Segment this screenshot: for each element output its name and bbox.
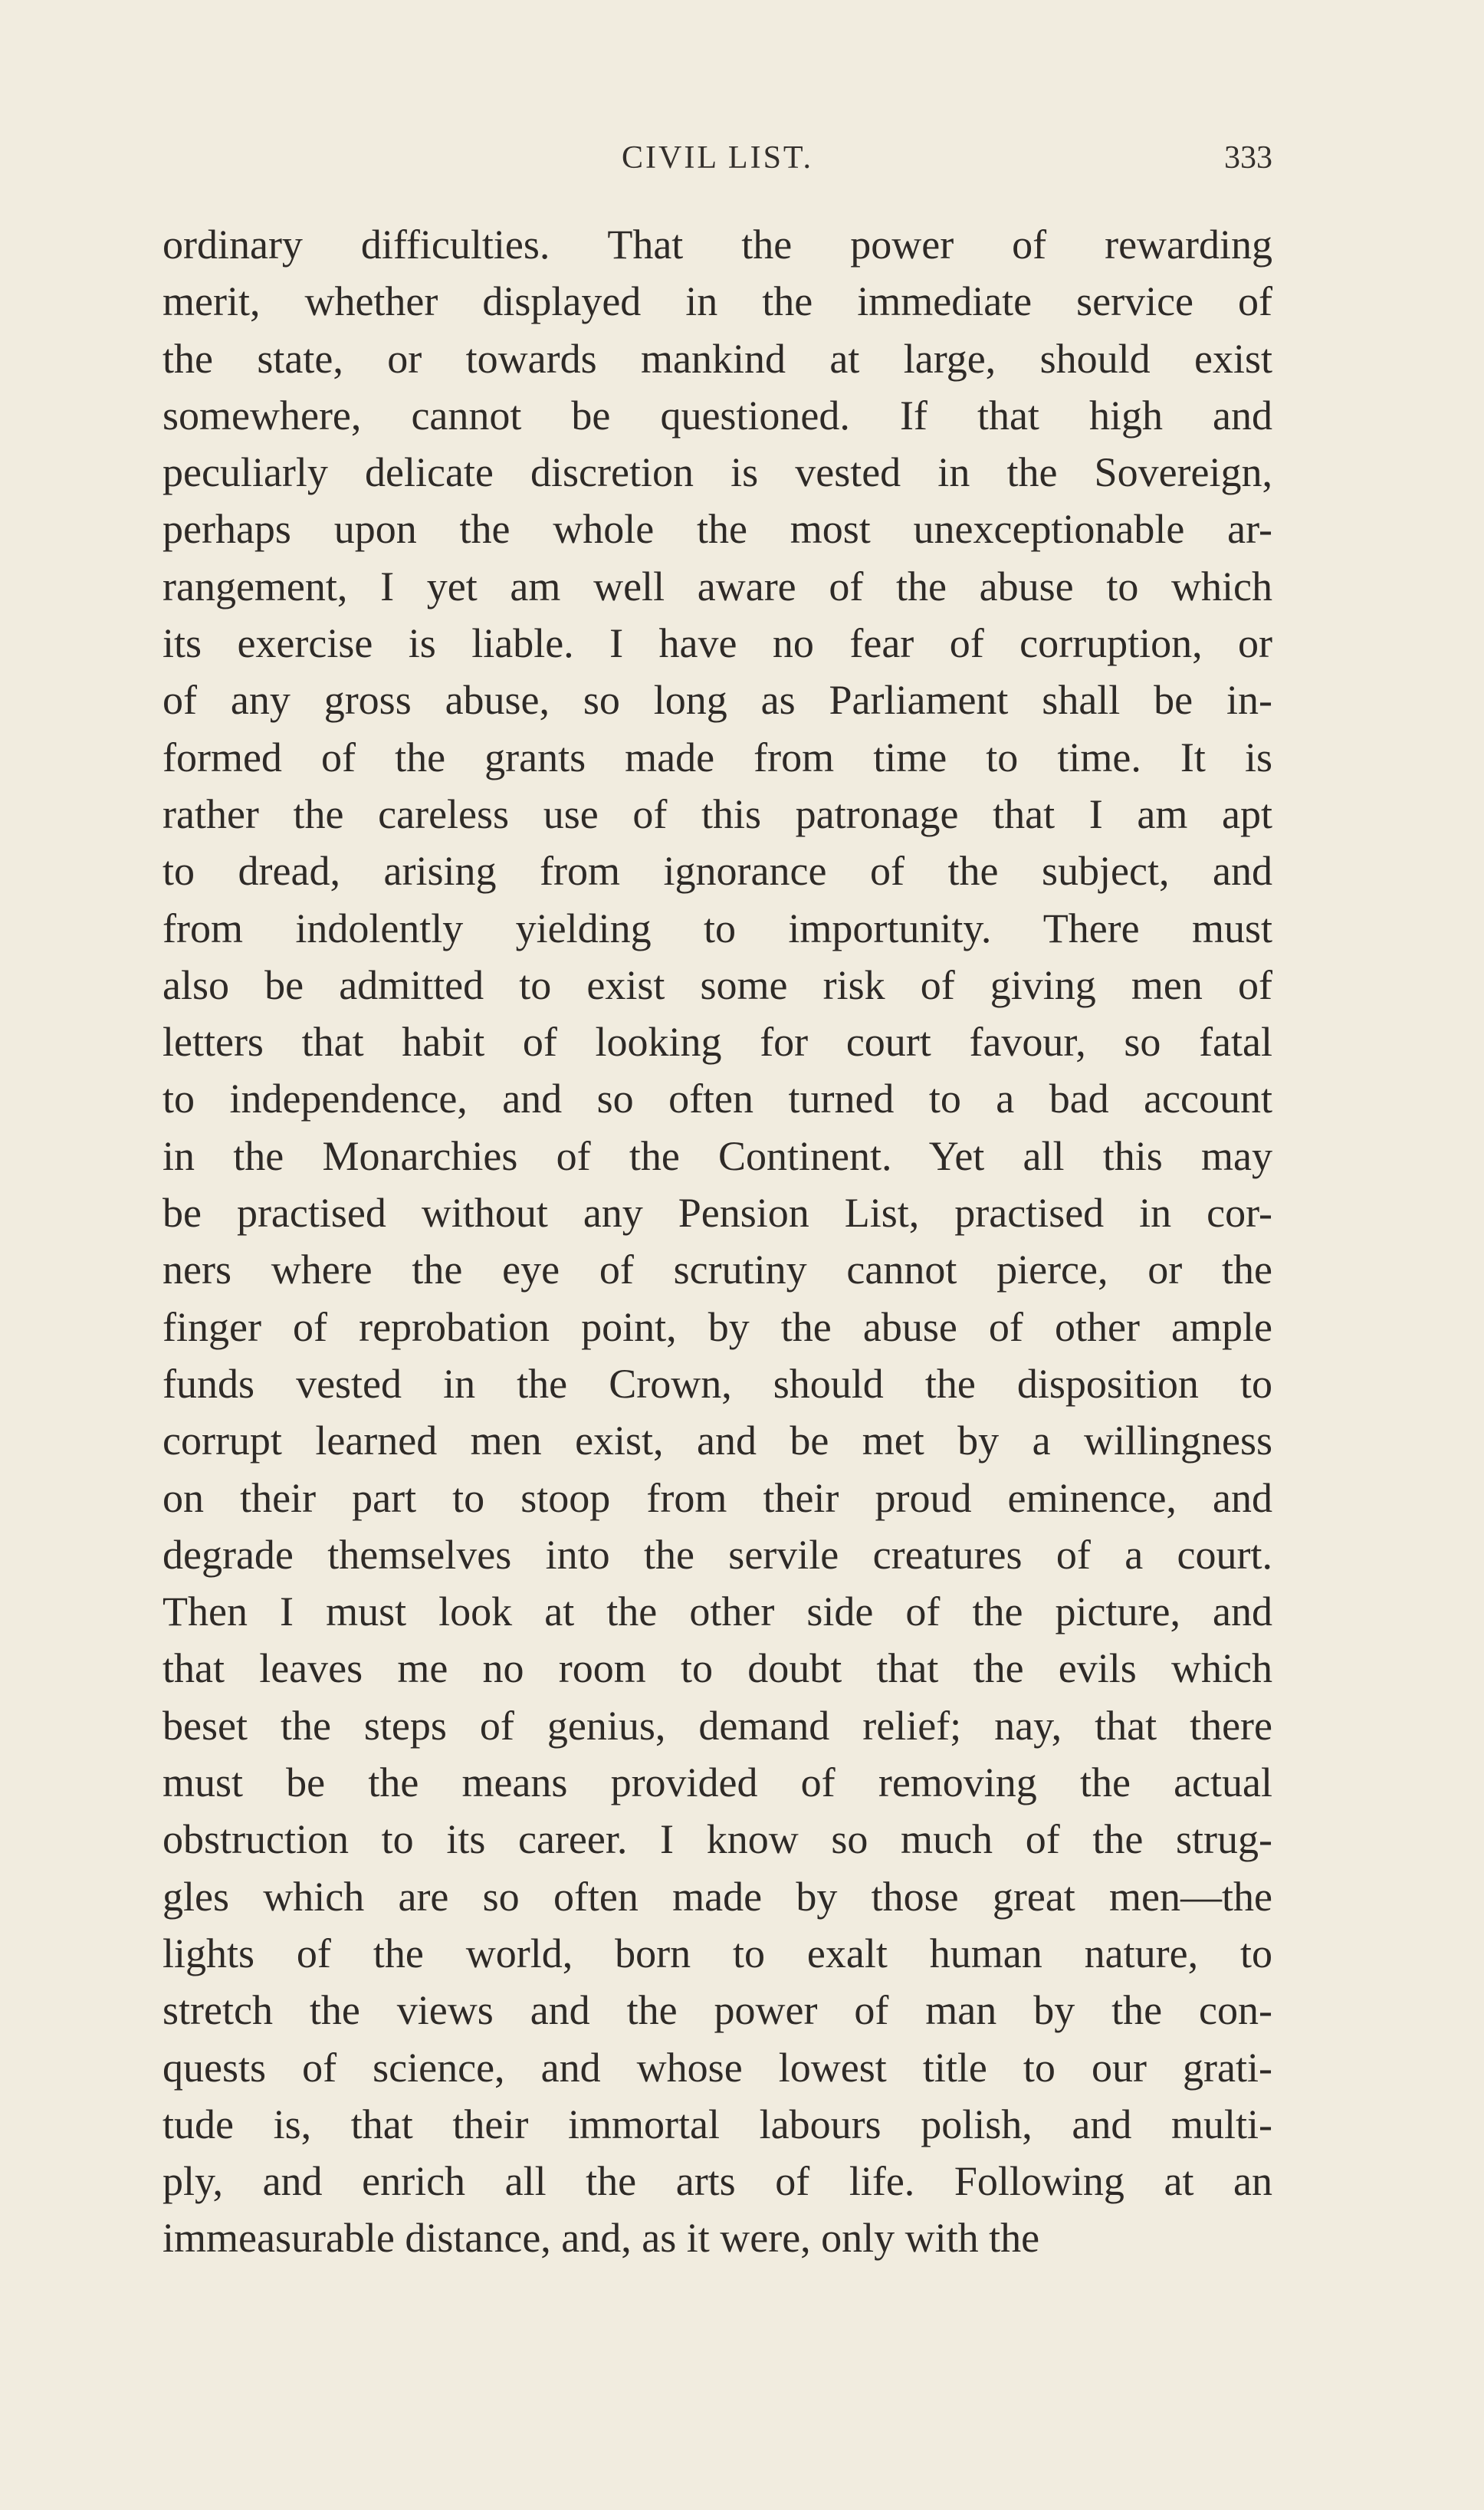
text-line: tude is, that their immortal labours polish, and multi- xyxy=(163,2101,1272,2147)
text-line: Then I must look at the other side of the picture, and xyxy=(163,1588,1272,1635)
text-line: the state, or towards mankind at large, should exist xyxy=(163,335,1272,382)
text-line: be practised without any Pension List, practised in cor- xyxy=(163,1190,1272,1237)
text-line: also be admitted to exist some risk of giving men of xyxy=(163,961,1272,1008)
text-line: that leaves me no room to doubt that the evils which xyxy=(163,1645,1272,1692)
text-line: letters that habit of looking for court favour, so fatal xyxy=(163,1019,1272,1066)
text-line: ordinary difficulties. That the power of rewarding xyxy=(163,222,1272,268)
text-line: ply, and enrich all the arts of life. Following at an xyxy=(163,2158,1272,2205)
text-line: perhaps upon the whole the most unexceptionable ar- xyxy=(163,506,1272,553)
running-head: CIVIL LIST. xyxy=(622,140,813,176)
text-line: in the Monarchies of the Continent. Yet all this may xyxy=(163,1132,1272,1179)
text-line: its exercise is liable. I have no fear of corruption, or xyxy=(163,620,1272,667)
text-line: stretch the views and the power of man by the con- xyxy=(163,1987,1272,2034)
body-text xyxy=(163,216,1272,2267)
text-line: beset the steps of genius, demand relief; nay, that there xyxy=(163,1702,1272,1749)
text-line: quests of science, and whose lowest title to our grati- xyxy=(163,2044,1272,2091)
text-line: finger of reprobation point, by the abuse of other ample xyxy=(163,1303,1272,1350)
text-line: to independence, and so often turned to a bad account xyxy=(163,1076,1272,1122)
text-line: to dread, arising from ignorance of the subject, and xyxy=(163,848,1272,895)
page-header xyxy=(163,132,1272,186)
text-line: corrupt learned men exist, and be met by a willingness xyxy=(163,1418,1272,1464)
text-line: formed of the grants made from time to time. It is xyxy=(163,734,1272,780)
text-line: peculiarly delicate discretion is vested in the Sovereign, xyxy=(163,449,1272,496)
text-line: gles which are so often made by those great men—the xyxy=(163,1873,1272,1920)
text-line: from indolently yielding to importunity. There must xyxy=(163,905,1272,951)
text-line: immeasurable distance, and, as it were, only with the xyxy=(163,2215,1040,2262)
text-line: degrade themselves into the servile creatures of a court. xyxy=(163,1531,1272,1578)
text-line: lights of the world, born to exalt human nature, to xyxy=(163,1930,1272,1976)
text-line: merit, whether displayed in the immediate service of xyxy=(163,278,1272,325)
text-line: on their part to stoop from their proud eminence, and xyxy=(163,1474,1272,1521)
text-line: of any gross abuse, so long as Parliament shall be in- xyxy=(163,677,1272,724)
text-line: somewhere, cannot be questioned. If that high and xyxy=(163,392,1272,439)
text-line: rangement, I yet am well aware of the abuse to which xyxy=(163,563,1272,609)
text-line: funds vested in the Crown, should the disposition to xyxy=(163,1360,1272,1407)
text-line: obstruction to its career. I know so much of the strug- xyxy=(163,1816,1272,1863)
text-line: ners where the eye of scrutiny cannot pierce, or the xyxy=(163,1247,1272,1293)
text-line: rather the careless use of this patronage that I am apt xyxy=(163,790,1272,837)
text-line: must be the means provided of removing the actual xyxy=(163,1759,1272,1806)
page-number: 333 xyxy=(1224,140,1272,176)
